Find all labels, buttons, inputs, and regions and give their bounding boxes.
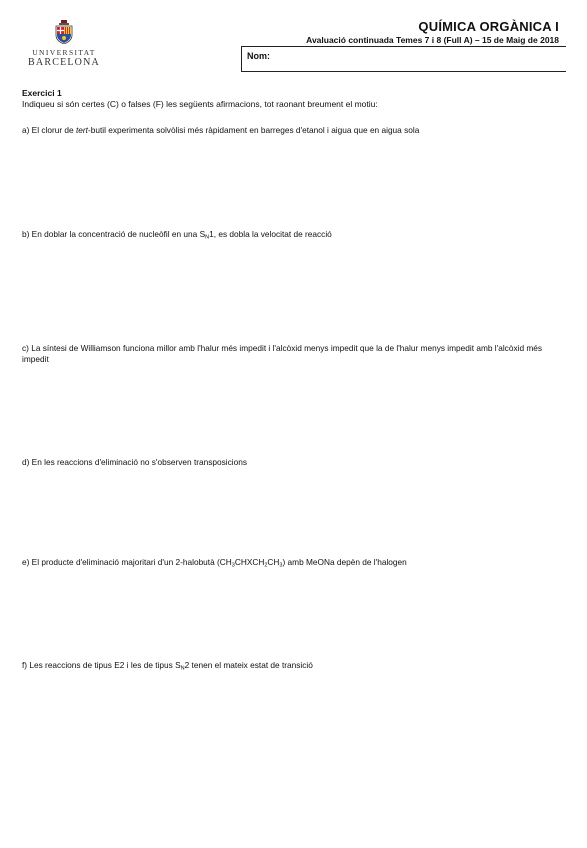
university-name-line1: UNIVERSITAT xyxy=(32,48,96,57)
question-e-text: CHXCH xyxy=(234,557,265,567)
exercise-title: Exercici 1 xyxy=(22,88,62,98)
exam-subtitle: Avaluació continuada Temes 7 i 8 (Full A) – 15 de Maig de 2018 xyxy=(306,35,559,45)
question-f-text: f) Les reaccions de tipus E2 i les de tipus S xyxy=(22,660,181,670)
question-e-text: e) El producte d'eliminació majoritari d'un 2-halobutà (CH xyxy=(22,557,232,567)
question-f-text: N xyxy=(180,665,185,672)
question-d-text: d) En les reaccions d'eliminació no s'observen transposicions xyxy=(22,457,247,467)
question-e-text: 3 xyxy=(231,562,235,569)
course-title: QUÍMICA ORGÀNICA I xyxy=(418,19,559,34)
exercise-instructions: Indiqueu si són certes (C) o falses (F) les següents afirmacions, tot raonant breument el motiu: xyxy=(22,99,378,109)
question-f-text: 2 tenen el mateix estat de transició xyxy=(184,660,313,670)
question-b xyxy=(22,229,557,240)
question-e-text: 2 xyxy=(264,562,268,569)
university-name-line2: BARCELONA xyxy=(28,57,100,68)
question-a-text: tert xyxy=(75,125,88,135)
question-e-text: CH xyxy=(267,557,280,567)
question-e xyxy=(22,557,557,568)
question-a xyxy=(22,125,557,136)
question-e-text: ) amb MeONa depèn de l'halogen xyxy=(282,557,407,567)
question-c xyxy=(22,343,557,365)
question-a-text: -butil experimenta solvòlisi més ràpidament en barreges d'etanol i aigua que en aigua sola xyxy=(87,125,420,135)
name-label: Nom: xyxy=(247,51,270,61)
question-b-text: N xyxy=(205,234,210,241)
name-field[interactable] xyxy=(241,46,566,72)
question-e-text: 3 xyxy=(279,562,283,569)
question-a-text: a) El clorur de xyxy=(22,125,76,135)
question-b-text: 1, es dobla la velocitat de reacció xyxy=(209,229,332,239)
question-c-text: c) La síntesi de Williamson funciona millor amb l'halur més impedit i l'alcòxid menys impedit que la de l'halur menys impedit amb l'alcòxid més impedit xyxy=(22,343,545,364)
university-crest-icon xyxy=(54,20,74,44)
question-f xyxy=(22,660,557,671)
university-logo xyxy=(22,20,106,69)
question-d xyxy=(22,457,557,468)
question-b-text: b) En doblar la concentració de nucleòfil en una S xyxy=(22,229,206,239)
